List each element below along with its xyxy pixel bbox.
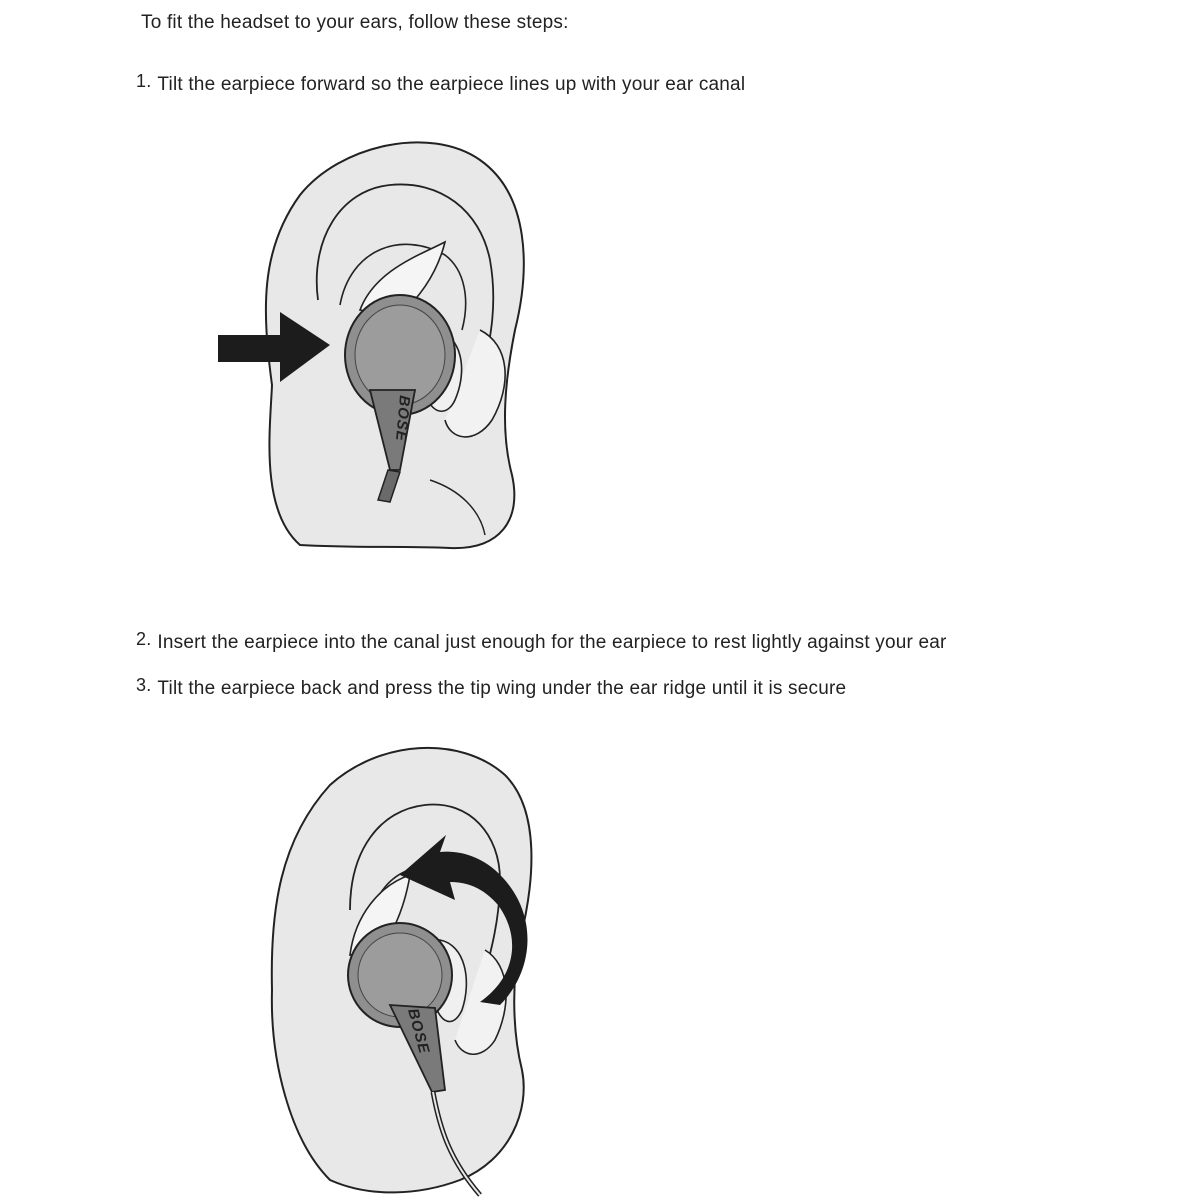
- step-3-number: 3.: [136, 675, 152, 695]
- step-1: [136, 71, 745, 96]
- figure-tilt-back: [250, 740, 560, 1200]
- step-2-number: 2.: [136, 629, 152, 649]
- step-3: [136, 675, 846, 700]
- step-2: [136, 629, 947, 654]
- intro-text: To fit the headset to your ears, follow these steps:: [141, 12, 569, 33]
- step-1-number: 1.: [136, 71, 152, 91]
- step-3-text: Tilt the earpiece back and press the tip wing under the ear ridge until it is secure: [157, 678, 847, 699]
- figure-tilt-forward: [200, 130, 540, 560]
- step-1-text: Tilt the earpiece forward so the earpiece lines up with your ear canal: [157, 74, 746, 95]
- step-2-text: Insert the earpiece into the canal just enough for the earpiece to rest lightly against your ear: [157, 632, 947, 653]
- earpiece-brand-label: BOSE: [391, 394, 413, 443]
- earpiece-brand-label: BOSE: [404, 1006, 433, 1056]
